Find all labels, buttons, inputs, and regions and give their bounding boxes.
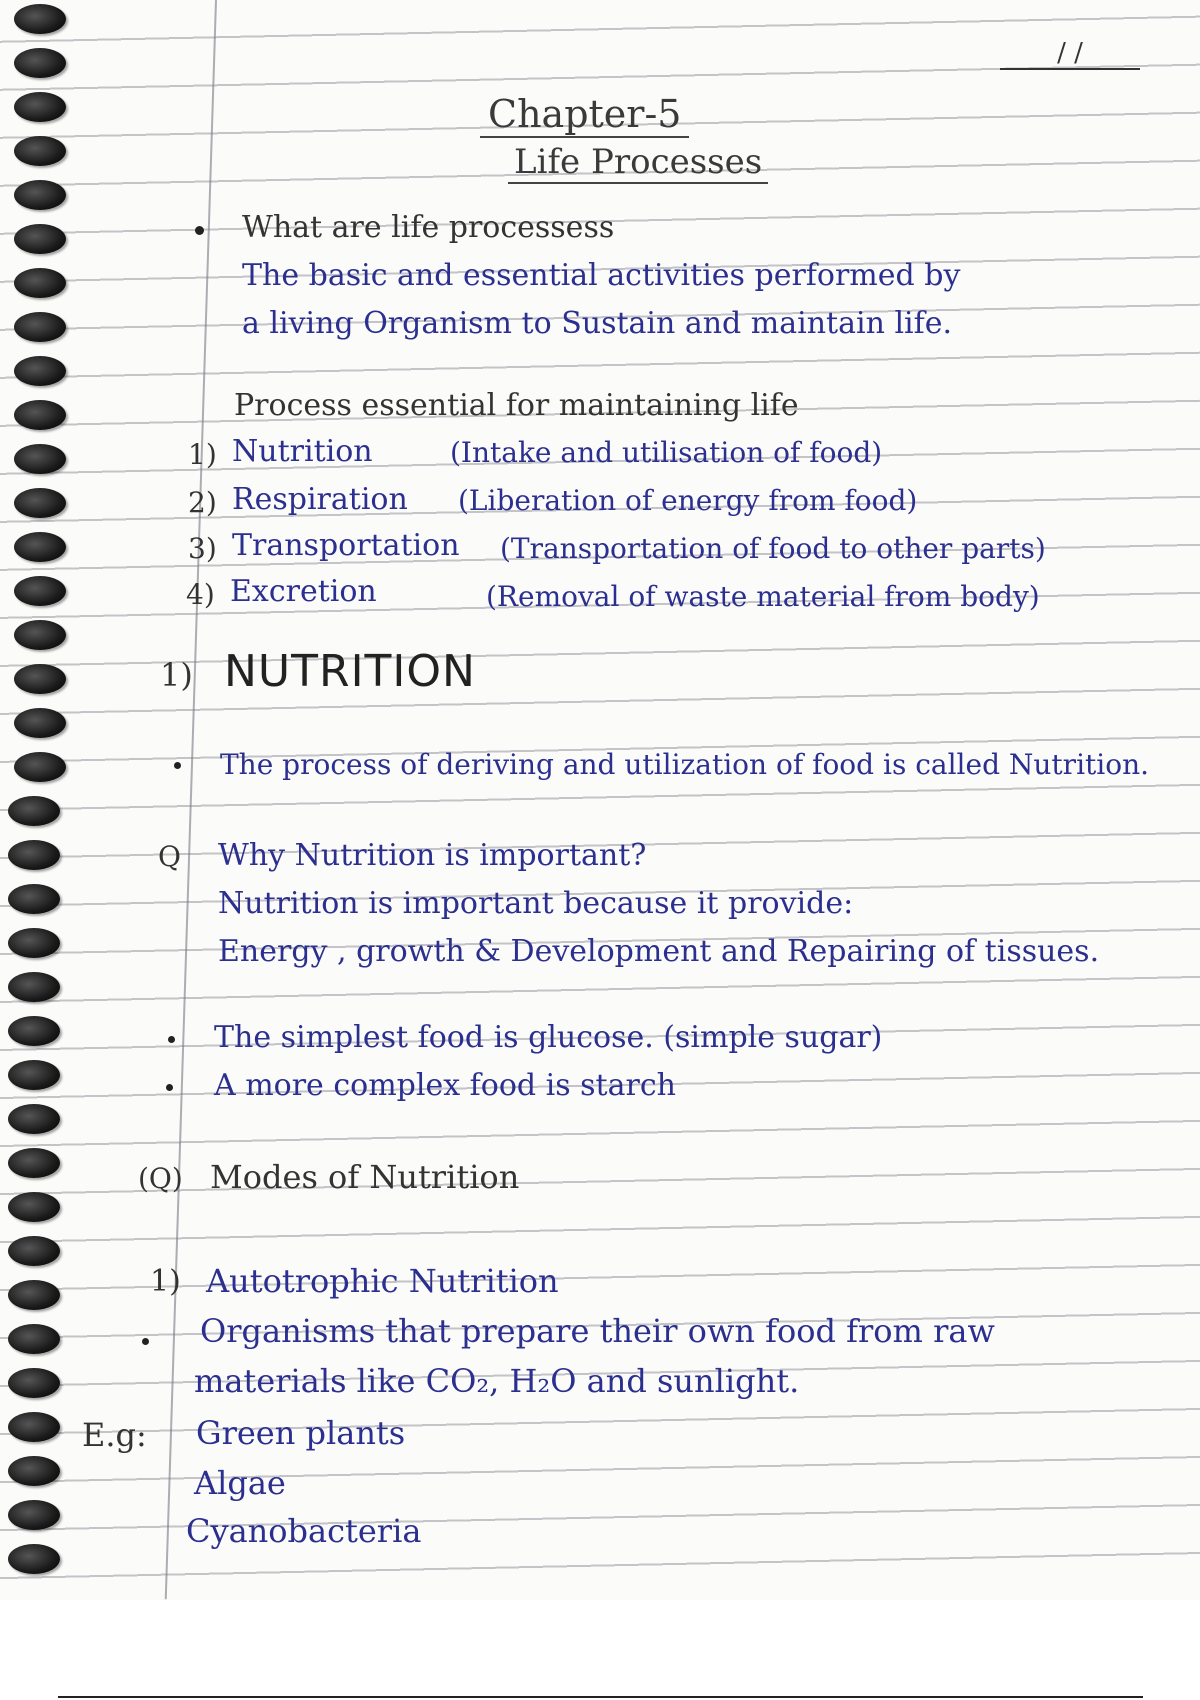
process-description: (Removal of waste material from body) — [486, 580, 1040, 613]
spiral-ring — [14, 4, 66, 34]
process-description: (Transportation of food to other parts) — [500, 532, 1046, 565]
spiral-ring — [8, 1412, 60, 1442]
spiral-ring — [14, 180, 66, 210]
spiral-ring — [14, 576, 66, 606]
intro-answer-line1: The basic and essential activities performed by — [242, 258, 961, 293]
margin-line — [165, 0, 217, 1599]
essential-heading: Process essential for maintaining life — [234, 388, 799, 423]
bullet-dot — [195, 226, 204, 235]
autotrophic-line2: materials like CO₂, H₂O and sunlight. — [194, 1362, 800, 1400]
spiral-ring — [14, 708, 66, 738]
bullet-dot — [166, 1084, 173, 1091]
nutrition-heading: NUTRITION — [224, 646, 476, 697]
item-number: 1) — [188, 438, 217, 471]
bullet-dot — [142, 1338, 149, 1345]
spiral-ring — [8, 1104, 60, 1134]
example-label: E.g: — [82, 1416, 147, 1454]
spiral-ring — [14, 664, 66, 694]
spiral-ring — [8, 796, 60, 826]
autotrophic-heading: Autotrophic Nutrition — [206, 1262, 559, 1300]
intro-question: What are life processess — [242, 210, 615, 245]
section-number: 1) — [150, 1264, 181, 1299]
spiral-ring — [14, 356, 66, 386]
why-answer-line1: Nutrition is important because it provide: — [218, 886, 854, 921]
spiral-ring — [14, 92, 66, 122]
item-number: 3) — [188, 532, 217, 565]
question-marker: (Q) — [138, 1162, 183, 1195]
spiral-ring — [8, 1500, 60, 1530]
chapter-subtitle: Life Processes — [508, 142, 768, 184]
example-item: Cyanobacteria — [186, 1512, 422, 1550]
spiral-ring — [14, 620, 66, 650]
spiral-ring — [8, 928, 60, 958]
spiral-ring — [8, 840, 60, 870]
spiral-ring — [14, 312, 66, 342]
spiral-ring — [14, 532, 66, 562]
bottom-rule — [58, 1696, 1143, 1698]
item-number: 4) — [186, 578, 215, 611]
process-name: Respiration — [232, 482, 408, 517]
date-mark: / / — [1000, 38, 1140, 70]
complex-food-note: A more complex food is starch — [214, 1068, 676, 1103]
chapter-title: Chapter-5 — [480, 92, 689, 138]
spiral-ring — [8, 1280, 60, 1310]
spiral-binding — [0, 0, 100, 1600]
spiral-ring — [8, 1192, 60, 1222]
process-name: Nutrition — [232, 434, 373, 469]
spiral-ring — [8, 1016, 60, 1046]
example-item: Green plants — [196, 1414, 406, 1452]
why-answer-line2: Energy , growth & Development and Repairing of tissues. — [218, 934, 1100, 969]
example-item: Algae — [194, 1464, 286, 1502]
spiral-ring — [14, 224, 66, 254]
spiral-ring — [8, 972, 60, 1002]
spiral-ring — [8, 1060, 60, 1090]
intro-answer-line2: a living Organism to Sustain and maintain life. — [242, 306, 953, 341]
simplest-food-note: The simplest food is glucose. (simple sugar) — [214, 1020, 883, 1055]
process-description: (Intake and utilisation of food) — [450, 436, 883, 469]
spiral-ring — [8, 1236, 60, 1266]
bullet-dot — [174, 762, 181, 769]
spiral-ring — [8, 884, 60, 914]
spiral-ring — [8, 1544, 60, 1574]
why-question: Why Nutrition is important? — [218, 838, 647, 873]
autotrophic-line1: Organisms that prepare their own food from raw — [200, 1312, 995, 1350]
nutrition-definition: The process of deriving and utilization of food is called Nutrition. — [220, 748, 1150, 781]
process-name: Excretion — [230, 574, 377, 609]
spiral-ring — [8, 1456, 60, 1486]
spiral-ring — [14, 48, 66, 78]
section-number: 1) — [160, 656, 193, 694]
spiral-ring — [8, 1368, 60, 1398]
spiral-ring — [8, 1148, 60, 1178]
process-description: (Liberation of energy from food) — [458, 484, 918, 517]
spiral-ring — [14, 444, 66, 474]
spiral-ring — [14, 268, 66, 298]
item-number: 2) — [188, 486, 217, 519]
spiral-ring — [14, 488, 66, 518]
spiral-ring — [14, 400, 66, 430]
process-name: Transportation — [232, 528, 460, 563]
spiral-ring — [8, 1324, 60, 1354]
modes-heading: Modes of Nutrition — [210, 1158, 520, 1196]
spiral-ring — [14, 752, 66, 782]
question-marker: Q — [158, 840, 181, 873]
spiral-ring — [14, 136, 66, 166]
bullet-dot — [168, 1036, 175, 1043]
